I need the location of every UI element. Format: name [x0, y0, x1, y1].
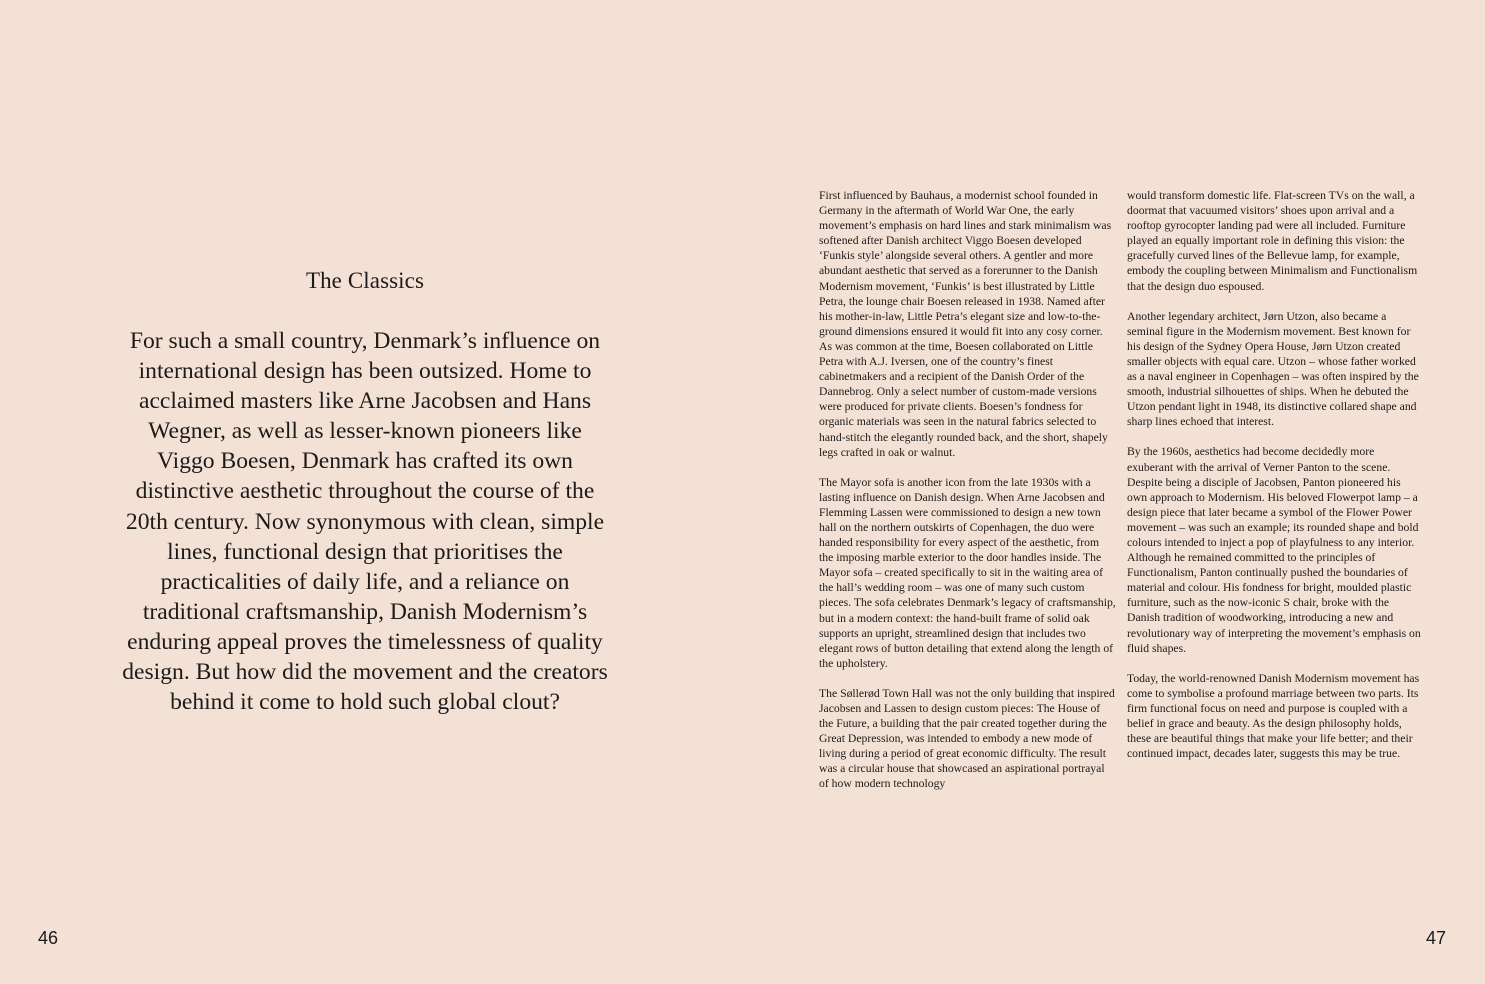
- body-paragraph: Another legendary architect, Jørn Utzon, also became a seminal figure in the Modernism movement. Best known for his design of the Sydney Opera House, Jørn Utzon created smaller objects with equal care. Utzon – whose father worked as a naval engineer in Copenhagen – was often inspired by the smooth, industrial silhouettes of ships. When he debuted the Utzon pendant light in 1948, its distinctive collared shape and sharp lines echoed that interest.: [1127, 309, 1419, 429]
- body-column-2: [1127, 188, 1423, 776]
- body-paragraph: First influenced by Bauhaus, a modernist school founded in Germany in the aftermath of World War One, the early movement’s emphasis on hard lines and stark minimalism was softened after Danish architect Viggo Boesen developed ‘Funkis style’ alongside several others. A gentler and more abundant aesthetic that served as a forerunner to the Danish Modernism movement, ‘Funkis’ is best illustrated by Little Petra, the lounge chair Boesen released in 1938. Named after his mother-in-law, Little Petra’s elegant size and low-to-the-ground dimensions ensured it would fit into any cosy corner. As was common at the time, Boesen collaborated on Little Petra with A.J. Iversen, one of the country’s finest cabinetmakers and a recipient of the Danish Order of the Dannebrog. Only a select number of custom-made versions were produced for private clients. Boesen’s fondness for organic materials was seen in the natural fabrics selected to hand-stitch the elegantly rounded back, and the short, shapely legs crafted in oak or walnut.: [819, 189, 1112, 459]
- body-paragraph: By the 1960s, aesthetics had become decidedly more exuberant with the arrival of Verner Panton to the scene. Despite being a disciple of Jacobsen, Panton pioneered his own approach to Modernism. His beloved Flowerpot lamp – a design piece that later became a symbol of the Flower Power movement – was such an example; its rounded shape and bold colours intended to inject a pop of playfulness to any interior. Although he remained committed to the principles of Functionalism, Panton continually pushed the boundaries of material and colour. His fondness for bright, moulded plastic furniture, such as the now-iconic S chair, broke with the Danish tradition of woodworking, introducing a new and revolutionary way of interpreting the movement’s emphasis on fluid shapes.: [1127, 445, 1421, 655]
- page-number-right: 47: [1426, 928, 1447, 948]
- body-paragraph: The Søllerød Town Hall was not the only building that inspired Jacobsen and Lassen to design custom pieces: The House of the Future, a building that the pair created together during the Great Depression, was intended to embody a new mode of living during a period of great economic difficulty. The result was a circular house that showcased an aspirational portrayal of how modern technology: [819, 686, 1115, 791]
- body-paragraph: would transform domestic life. Flat-screen TVs on the wall, a doormat that vacuumed visitors’ shoes upon arrival and a rooftop gyrocopter landing pad were all included. Furniture played an equally important role in defining this vision: the gracefully curved lines of the Bellevue lamp, for example, embody the coupling between Minimalism and Functionalism that the design duo espoused.: [1127, 189, 1418, 293]
- left-page: [0, 0, 742, 984]
- intro-paragraph: For such a small country, Denmark’s influence on international design has been outsized. Home to acclaimed masters like Arne Jacobsen and Hans Wegner, as well as lesser-known pioneers like Viggo Boesen, Denmark has crafted its own distinctive aesthetic throughout the course of the 20th century. Now synonymous with clean, simple lines, functional design that prioritises the practicalities of daily life, and a reliance on traditional craftsmanship, Danish Modernism’s enduring appeal proves the timelessness of quality design. But how did the movement and the creators behind it come to hold such global clout?: [122, 328, 608, 716]
- body-column-1: [819, 188, 1116, 807]
- page-number-left: 46: [38, 928, 59, 948]
- body-paragraph: Today, the world-renowned Danish Modernism movement has come to symbolise a profound marriage between two parts. Its firm functional focus on need and purpose is coupled with a belief in grace and beauty. As the design philosophy holds, these are beautiful things that make your life better; and their continued impact, decades later, suggests this may be true.: [1127, 671, 1420, 761]
- body-paragraph: The Mayor sofa is another icon from the late 1930s with a lasting influence on Danish design. When Arne Jacobsen and Flemming Lassen were commissioned to design a new town hall on the northern outskirts of Copenhagen, the duo were handed responsibility for every aspect of the aesthetic, from the imposing marble exterior to the door handles inside. The Mayor sofa – created specifically to sit in the waiting area of the hall’s wedding room – was one of many such custom pieces. The sofa celebrates Denmark’s legacy of craftsmanship, but in a modern context: the hand-built frame of solid oak supports an upright, streamlined design that includes two elegant rows of button detailing that extend along the length of the upholstery.: [819, 475, 1116, 670]
- right-page: [742, 0, 1485, 984]
- section-heading: The Classics: [305, 268, 425, 293]
